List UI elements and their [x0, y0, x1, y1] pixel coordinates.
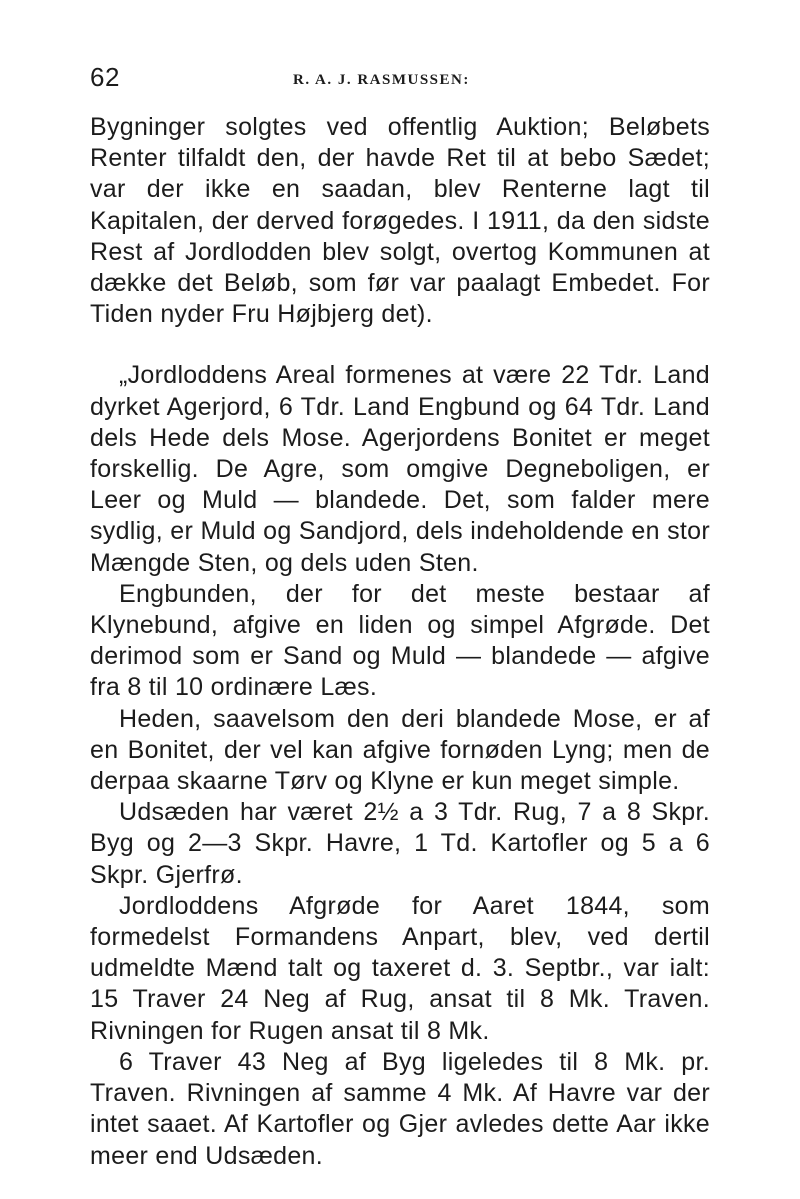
paragraph-7: 6 Traver 43 Neg af Byg ligeledes til 8 Mk. pr. Traven. Rivningen af samme 4 Mk. Af Havre var der intet saaet. Af Kartofler og Gjer avledes dette Aar ikke meer end Udsæden. [90, 1047, 710, 1170]
body-text [90, 112, 710, 1172]
paragraph-2: „Jordloddens Areal formenes at være 22 Tdr. Land dyrket Agerjord, 6 Tdr. Land Engbund og 64 Tdr. Land dels Hede dels Mose. Agerjordens Bonitet er meget forskellig. De Agre, som omgive Degneboligen, er Leer og Muld — blandede. Det, som falder mere sydlig, er Muld og Sandjord, dels indeholdende en stor Mængde Sten, og dels uden Sten. [90, 361, 710, 577]
paragraph-1: Bygninger solgtes ved offentlig Auktion; Beløbets Renter tilfaldt den, der havde Ret til at bebo Sædet; var der ikke en saadan, blev Renterne lagt til Kapitalen, der derved forøgedes. I 1911, da den sidste Rest af Jordlodden blev solgt, overtog Kommunen at dække det Beløb, som før var paalagt Embedet. For Tiden nyder Fru Højbjerg det). [90, 113, 710, 329]
paragraph-4: Heden, saavelsom den deri blandede Mose, er af en Bonitet, der vel kan afgive fornøden Lyng; men de derpaa skaarne Tørv og Klyne er kun meget simple. [90, 704, 710, 796]
paragraph-6: Jordloddens Afgrøde for Aaret 1844, som formedelst Formandens Anpart, blev, ved dertil udmeldte Mænd talt og taxeret d. 3. Septbr., var ialt: 15 Traver 24 Neg af Rug, ansat til 8 Mk. Traven. Rivningen for Rugen ansat til 8 Mk. [90, 891, 710, 1045]
page-number: 62 [90, 62, 120, 92]
page-header [90, 62, 720, 102]
paragraph-3: Engbunden, der for det meste bestaar af Klynebund, afgive en liden og simpel Afgrøde. Det derimod som er Sand og Muld — blandede — afgive fra 8 til 10 ordinære Læs. [90, 579, 710, 702]
paragraph-5: Udsæden har været 2½ a 3 Tdr. Rug, 7 a 8 Skpr. Byg og 2—3 Skpr. Havre, 1 Td. Kartofler og 5 a 6 Skpr. Gjerfrø. [90, 798, 710, 889]
running-head: R. A. J. RASMUSSEN: [293, 72, 470, 88]
